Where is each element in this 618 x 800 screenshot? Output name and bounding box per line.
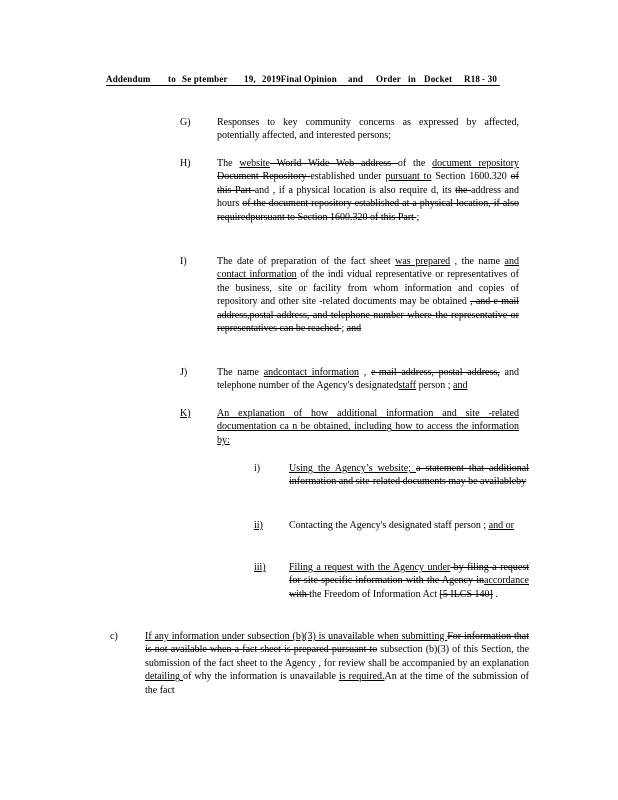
header-opinion: Opinion: [304, 74, 337, 84]
item-i-label: I): [180, 256, 187, 267]
item-k-ii-label: ii): [254, 520, 263, 531]
item-k-ii-text: Contacting the Agency's designated staff person ; and or: [289, 520, 514, 531]
item-j-label: J): [180, 367, 188, 378]
item-k-i-label: i): [254, 463, 261, 474]
item-g-text: Responses to key community concerns as expressed by affected, potentially affected, and interested persons;: [217, 117, 519, 142]
header-day: 19,: [244, 74, 256, 84]
header-year-final: 2019Final: [262, 74, 302, 84]
header-addendum: Addendum: [106, 74, 151, 84]
item-k-label: K): [180, 408, 191, 419]
item-k-text: An explanation of how additional information and site -related documentation ca n be obtained, including how to access the information by:: [217, 408, 519, 446]
item-c-text: If any information under subsection (b)(3) is unavailable when submitting For information that is not available when a fact sheet is prepared pursuant to subsection (b)(3) of this Section, the submission of the fact sheet to the Agency , for review shall be accompanied by an explanation detailing of why the information is unavailable is required.An at the time of the submission of the fact: [145, 631, 530, 696]
item-h-label: H): [180, 158, 191, 169]
running-header: [106, 74, 500, 86]
header-and: and: [348, 74, 364, 84]
item-i-text: The date of preparation of the fact sheet was prepared , the name and contact information of the indi vidual representative or representatives of the business, site or facility from whom information and copies of repository and other site -related documents may be obtained , and e-mail address,postal address, and telephone number where the representative or representatives can be reached ; and: [217, 256, 519, 335]
header-in: in: [408, 74, 416, 84]
item-h-text: The website World Wide Web address of the document repository Document Repository established under pursuant to Section 1600.320 of this Part and , if a physical location is also require d, its the address and hours of the document repository established at a physical location, if also requiredpursuant to Section 1600.320 of this Part ;: [217, 158, 520, 223]
item-k-i-text: Using the Agency’s website; a statement that additional information and site-related documents may be availableby: [289, 463, 529, 488]
header-month: Se ptember: [182, 74, 228, 84]
item-k-iii-text: Filing a request with the Agency under by filing a request for site specific information with the Agency inaccordance with the Freedom of Information Act [5 ILCS 140] .: [289, 562, 529, 600]
header-order: Order: [376, 74, 401, 84]
item-g-label: G): [180, 117, 191, 128]
header-suffix: - 30: [482, 74, 498, 84]
item-k-iii-label: iii): [254, 562, 266, 573]
header-number: R18: [464, 74, 481, 84]
header-to: to: [168, 74, 176, 84]
header-docket: Docket: [424, 74, 453, 84]
item-c-label: c): [110, 631, 118, 642]
item-j-text: The name andcontact information , e-mail address, postal address, and telephone number of the Agency's designatedstaff person ; and: [217, 367, 519, 392]
